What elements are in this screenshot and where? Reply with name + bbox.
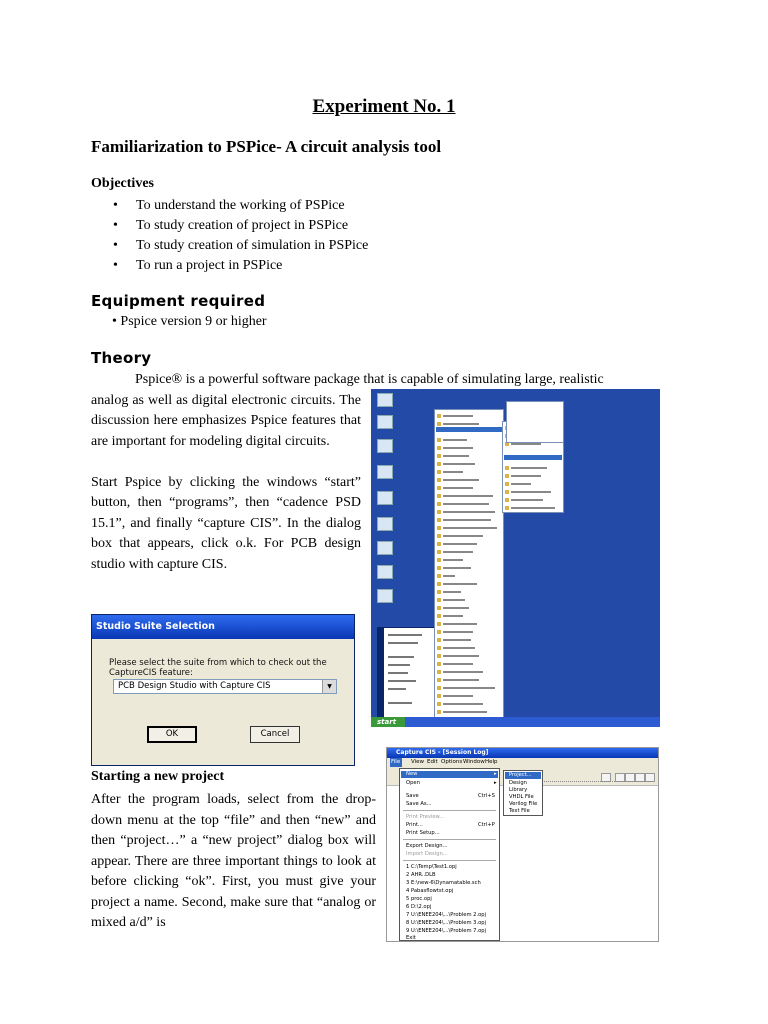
start-menu-panel xyxy=(377,627,439,719)
file-print-preview[interactable]: Print Preview... xyxy=(406,814,445,820)
start-button[interactable]: start xyxy=(371,717,405,727)
programs-menu xyxy=(434,409,504,723)
subtitle: Familiarization to PSPice- A circuit analysis tool xyxy=(91,137,442,156)
equipment-item: • Pspice version 9 or higher xyxy=(112,314,267,329)
recent-file[interactable]: 8 U:\ENEE204\...\Problem 3.opj xyxy=(406,920,487,926)
save-shortcut: Ctrl+S xyxy=(478,793,495,799)
page-title: Experiment No. 1 xyxy=(312,96,456,117)
dialog-prompt: Please select the suite from which to check out the CaptureCIS feature: xyxy=(109,658,327,678)
recent-file[interactable]: 9 U:\ENEE204\...\Problem 7.opj xyxy=(406,928,487,934)
menu-options[interactable]: Options xyxy=(441,759,463,765)
file-import-design[interactable]: Import Design... xyxy=(406,851,448,857)
desktop-icon xyxy=(377,491,393,505)
recent-file[interactable]: 4 Pabasflowtst.opj xyxy=(406,888,454,894)
new-submenu xyxy=(503,770,543,816)
new-library-item[interactable]: Library xyxy=(509,787,528,793)
theory-paragraph-2: analog as well as digital electronic circuits. The discussion here emphasizes Pspice features that are important for modeling digital circuits. xyxy=(91,392,361,449)
file-save-as[interactable]: Save As... xyxy=(406,801,432,807)
capture-window-title: Capture CIS - [Session Log] xyxy=(387,748,658,758)
new-verilog-item[interactable]: Verilog File xyxy=(509,801,538,807)
cancel-button[interactable]: Cancel xyxy=(250,726,300,743)
print-shortcut: Ctrl+P xyxy=(478,822,495,828)
file-export-design[interactable]: Export Design... xyxy=(406,843,448,849)
new-text-item[interactable]: Text File xyxy=(509,808,530,814)
file-print[interactable]: Print... xyxy=(406,822,423,828)
recent-file[interactable]: 1 C:\Temp\Test1.opj xyxy=(406,864,457,870)
desktop-icon xyxy=(377,439,393,453)
start-menu-banner xyxy=(378,628,384,718)
ok-button[interactable]: OK xyxy=(147,726,197,743)
objectives-heading: Objectives xyxy=(91,176,154,191)
new-project-item[interactable]: Project... xyxy=(509,772,532,778)
theory-paragraph-3: Start Pspice by clicking the windows “start” button, then “programs”, then “cadence PSD 15.1”, and finally “capture CIS”. In the dialog box that appears, click o.k. For PCB design studio with capture CIS. xyxy=(91,474,361,572)
file-new[interactable]: New xyxy=(406,771,418,777)
chevron-down-icon[interactable]: ▼ xyxy=(322,680,336,693)
menu-view[interactable]: View xyxy=(411,759,425,765)
file-menu: New ▸ Open ▸ Save Ctrl+S Save As... Print Preview... Print... Ctrl+P Print Setup... Export Design... Import Design... 1 C:\Temp\Test1.opj 2 AHR..DLB 3 E:\new-6\Dynamatable.sch 4 Pabasflowtst.opj 5 proc.opj 6 D:\2.opj 7 U:\ENEE204\...\Problem 2.opj 8 U:\ENEE204\...\Problem 3.opj 9 U:\ENEE204\...\Problem 7.opj Exit xyxy=(399,768,500,941)
capture-menubar xyxy=(387,758,658,767)
desktop-icon xyxy=(377,517,393,531)
objective-item: • To study creation of project in PSPice xyxy=(91,216,368,236)
file-open[interactable]: Open xyxy=(406,780,420,786)
desktop-icon xyxy=(377,465,393,479)
desktop-icon xyxy=(377,589,393,603)
objective-item: • To run a project in PSPice xyxy=(91,256,368,276)
menu-help[interactable]: Help xyxy=(485,759,498,765)
recent-file[interactable]: 5 proc.opj xyxy=(406,896,432,902)
file-exit[interactable]: Exit xyxy=(406,935,416,941)
file-save[interactable]: Save xyxy=(406,793,419,799)
menu-file[interactable]: File xyxy=(391,759,401,765)
recent-file[interactable]: 2 AHR..DLB xyxy=(406,872,436,878)
start-menu-screenshot xyxy=(371,389,660,727)
recent-file[interactable]: 7 U:\ENEE204\...\Problem 2.opj xyxy=(406,912,487,918)
recent-file[interactable]: 6 D:\2.opj xyxy=(406,904,432,910)
theory-heading: Theory xyxy=(91,349,152,367)
equipment-heading: Equipment required xyxy=(91,292,266,310)
desktop-icon xyxy=(377,415,393,429)
studio-suite-dialog xyxy=(91,614,355,766)
objective-item: • To study creation of simulation in PSPice xyxy=(91,236,368,256)
theory-paragraph-1: Pspice® is a powerful software package that is capable of simulating large, realistic xyxy=(135,372,604,387)
desktop-icon xyxy=(377,565,393,579)
menu-window[interactable]: Window xyxy=(463,759,485,765)
capture-cis-screenshot xyxy=(386,747,659,942)
new-project-heading: Starting a new project xyxy=(91,769,225,784)
new-vhdl-item[interactable]: VHDL File xyxy=(509,794,534,800)
new-design-item[interactable]: Design xyxy=(509,780,527,786)
suite-select[interactable] xyxy=(113,679,337,694)
dialog-title: Studio Suite Selection xyxy=(92,615,354,639)
objective-item: • To understand the working of PSPice xyxy=(91,196,368,216)
file-print-setup[interactable]: Print Setup... xyxy=(406,830,440,836)
menu-edit[interactable]: Edit xyxy=(427,759,438,765)
allegro-submenu xyxy=(506,401,564,443)
desktop-icon xyxy=(377,393,393,407)
new-project-paragraph: After the program loads, select from the drop-down menu at the top “file” and then “new” and then “project…” a “new project” dialog box will appear. There are three important things to look at before clicking “ok”. First, you must give your project a name. Second, make sure that “analog or mixed a/d” is xyxy=(91,792,376,930)
suite-select-value: PCB Design Studio with Capture CIS xyxy=(118,681,271,691)
taskbar xyxy=(371,717,660,727)
desktop-icon xyxy=(377,541,393,555)
objectives-list xyxy=(91,196,368,276)
recent-file[interactable]: 3 E:\new-6\Dynamatable.sch xyxy=(406,880,481,886)
